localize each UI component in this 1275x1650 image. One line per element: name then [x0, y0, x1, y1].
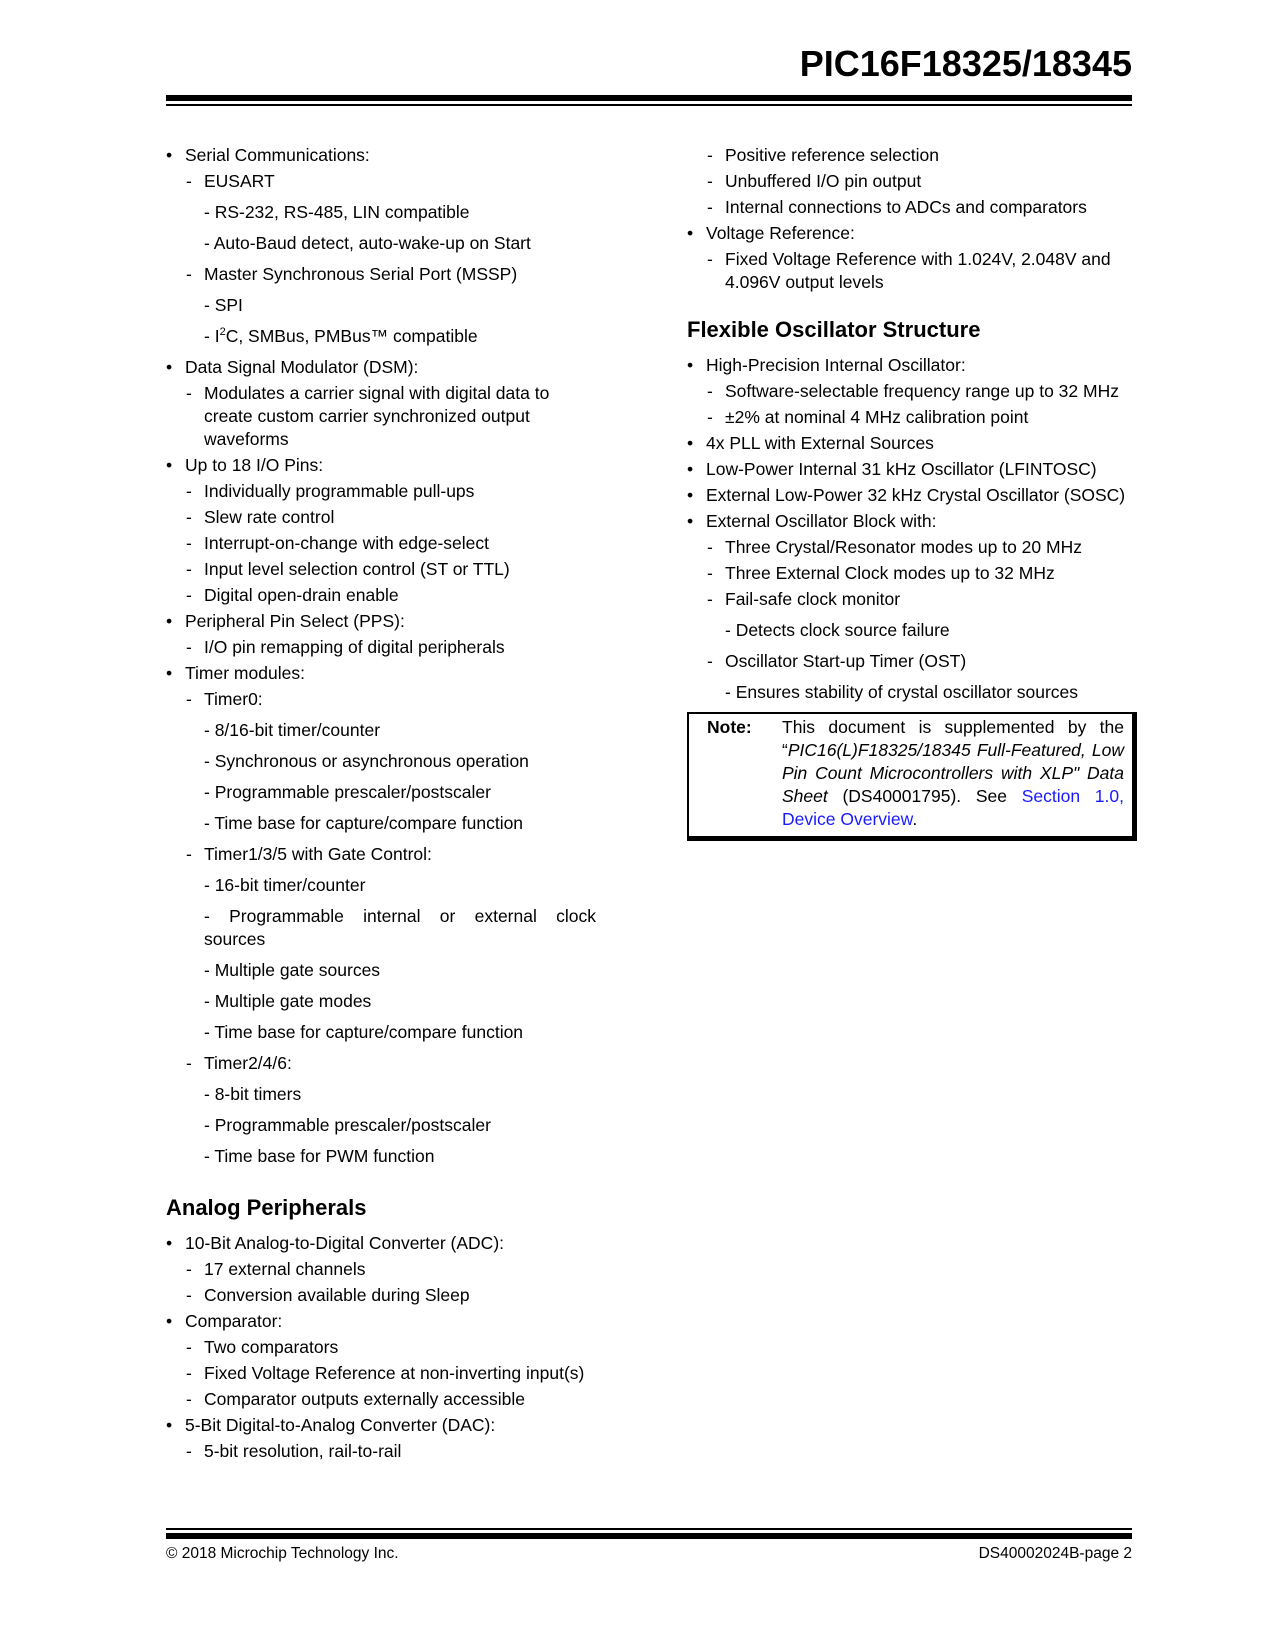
- subitem-text: EUSART: [204, 171, 275, 191]
- list-subsubitem: - 8-bit timers: [204, 1084, 302, 1104]
- list-subitem: - Input level selection control (ST or TTL): [166, 558, 596, 581]
- list-subsubitem: - 8/16-bit timer/counter: [204, 720, 381, 740]
- list-subitem: - Fixed Voltage Reference at non-inverting input(s): [166, 1362, 596, 1385]
- list-item-label: Up to 18 I/O Pins:: [185, 455, 324, 475]
- superscript: 2: [219, 326, 226, 338]
- feature-list-analog: [166, 1232, 596, 1463]
- list-item-sosc: • External Low-Power 32 kHz Crystal Oscillator (SOSC): [687, 484, 1132, 507]
- list-subsubitem: - Synchronous or asynchronous operation: [204, 751, 529, 771]
- list-subitem: - ±2% at nominal 4 MHz calibration point: [687, 406, 1132, 429]
- feature-list-oscillator: [687, 354, 1132, 704]
- note-box: [687, 712, 1137, 841]
- list-item-io-pins: [166, 454, 596, 607]
- list-item-hfintosc: [687, 354, 1132, 429]
- subitem-text: Timer0:: [204, 689, 263, 709]
- list-item-label: 10-Bit Analog-to-Digital Converter (ADC):: [185, 1233, 505, 1253]
- text-fragment: - I: [204, 326, 220, 346]
- list-subsubitem: - SPI: [204, 295, 243, 315]
- list-subsubitem: [166, 905, 596, 951]
- list-subitem: - Internal connections to ADCs and comparators: [687, 196, 1132, 219]
- list-item-dac: [166, 1414, 596, 1463]
- section-heading-oscillator: Flexible Oscillator Structure: [687, 317, 981, 342]
- list-item-label: Data Signal Modulator (DSM):: [185, 357, 419, 377]
- section-link[interactable]: Section 1.0, Device Overview: [782, 786, 1124, 829]
- list-subitem: - Conversion available during Sleep: [166, 1284, 596, 1307]
- list-subitem: - Three Crystal/Resonator modes up to 20 MHz: [687, 536, 1132, 559]
- list-subsubitem: - RS-232, RS-485, LIN compatible: [204, 202, 470, 222]
- subitem-text: Timer2/4/6:: [204, 1053, 292, 1073]
- list-item-adc: [166, 1232, 596, 1307]
- list-subitem: - 17 external channels: [166, 1258, 596, 1281]
- list-item-dsm: [166, 356, 596, 451]
- list-subitem: [166, 843, 596, 1044]
- note-text-fragment: This document is supplemented by the “: [782, 717, 1124, 760]
- subitem-text: Fail-safe clock monitor: [725, 589, 901, 609]
- list-subsubitem: - Time base for capture/compare function: [204, 1022, 524, 1042]
- list-subitem: - Modulates a carrier signal with digital data to create custom carrier synchronized output waveforms: [166, 382, 596, 451]
- text-line: - Programmable internal or external clock: [204, 906, 596, 926]
- footer-rule-thick: [166, 1533, 1132, 1539]
- list-item-serial: [166, 144, 596, 348]
- list-item-pps: [166, 610, 596, 659]
- list-subitem: - Individually programmable pull-ups: [166, 480, 596, 503]
- footer-rule-thin: [166, 1528, 1132, 1530]
- list-subsubitem: - Auto-Baud detect, auto-wake-up on Start: [204, 233, 531, 253]
- list-subsubitem: - Time base for PWM function: [204, 1146, 435, 1166]
- list-item-label: Comparator:: [185, 1311, 283, 1331]
- subitem-text: Oscillator Start-up Timer (OST): [725, 651, 967, 671]
- list-subitem: [166, 263, 596, 348]
- list-item-label: Timer modules:: [185, 663, 305, 683]
- footer-page-ref: DS40002024B-page 2: [978, 1545, 1132, 1562]
- list-subitem: [687, 650, 1132, 704]
- list-item-label: External Oscillator Block with:: [706, 511, 937, 531]
- list-item-vref: [687, 222, 1132, 294]
- list-subitem: - Positive reference selection: [687, 144, 1132, 167]
- subitem-text: Timer1/3/5 with Gate Control:: [204, 844, 432, 864]
- list-subitem: - Software-selectable frequency range up to 32 MHz: [687, 380, 1132, 403]
- list-subitem: [166, 688, 596, 835]
- list-subitem: [166, 1052, 596, 1168]
- list-subitem: [166, 170, 596, 255]
- list-item-timers: [166, 662, 596, 1168]
- list-subsubitem: - Detects clock source failure: [725, 620, 950, 640]
- feature-list-vref: [687, 222, 1132, 294]
- right-column: [687, 141, 1132, 841]
- list-subsubitem: - Programmable prescaler/postscaler: [204, 1115, 491, 1135]
- list-item-label: Voltage Reference:: [706, 223, 855, 243]
- text-line: sources: [204, 929, 266, 949]
- list-subsubitem: - Programmable prescaler/postscaler: [204, 782, 491, 802]
- list-subitem: - Two comparators: [166, 1336, 596, 1359]
- list-subitem: - Three External Clock modes up to 32 MHz: [687, 562, 1132, 585]
- left-column: [166, 141, 596, 1466]
- list-item-lfintosc: • Low-Power Internal 31 kHz Oscillator (LFINTOSC): [687, 458, 1132, 481]
- list-subitem: - Digital open-drain enable: [166, 584, 596, 607]
- list-item-label: High-Precision Internal Oscillator:: [706, 355, 966, 375]
- list-subsubitem: - Multiple gate sources: [204, 960, 381, 980]
- list-subitem: [687, 588, 1132, 642]
- header-rule-thin: [166, 104, 1132, 106]
- feature-list-right: [687, 144, 1132, 219]
- footer-copyright: © 2018 Microchip Technology Inc.: [166, 1545, 399, 1562]
- feature-list-left: [166, 144, 596, 1168]
- list-item-ext-osc: [687, 510, 1132, 704]
- list-subitem: - 5-bit resolution, rail-to-rail: [166, 1440, 596, 1463]
- note-text-fragment: .: [912, 809, 918, 829]
- subitem-text: Master Synchronous Serial Port (MSSP): [204, 264, 518, 284]
- header-rule-thick: [166, 95, 1132, 101]
- list-subsubitem: [166, 325, 596, 348]
- page-title: PIC16F18325/18345: [799, 43, 1132, 84]
- note-text-fragment: (DS40001795). See: [827, 786, 1022, 806]
- list-subitem: - Fixed Voltage Reference with 1.024V, 2.048V and 4.096V output levels: [687, 248, 1132, 294]
- note-label: Note:: [707, 717, 752, 737]
- note-text: [782, 716, 1124, 831]
- section-heading-analog: Analog Peripherals: [166, 1195, 367, 1220]
- list-subitem: - Slew rate control: [166, 506, 596, 529]
- list-subitem: - Unbuffered I/O pin output: [687, 170, 1132, 193]
- list-subitem: - I/O pin remapping of digital peripherals: [166, 636, 596, 659]
- list-item-comparator: [166, 1310, 596, 1411]
- text-fragment: C, SMBus, PMBus™ compatible: [225, 326, 478, 346]
- list-subitem: - Interrupt-on-change with edge-select: [166, 532, 596, 555]
- list-subsubitem: - Multiple gate modes: [204, 991, 372, 1011]
- list-item-pll: • 4x PLL with External Sources: [687, 432, 1132, 455]
- list-subitem: - Comparator outputs externally accessible: [166, 1388, 596, 1411]
- list-subsubitem: - Time base for capture/compare function: [204, 813, 524, 833]
- list-subsubitem: - 16-bit timer/counter: [204, 875, 366, 895]
- list-item-label: Peripheral Pin Select (PPS):: [185, 611, 405, 631]
- list-subsubitem: - Ensures stability of crystal oscillator sources: [725, 682, 1079, 702]
- note-doc-title: PIC16(L)F18325/18345 Full-Featured, Low Pin Count Microcontrollers with XLP" Data Sheet: [782, 740, 1124, 806]
- list-item-label: Serial Communications:: [185, 145, 370, 165]
- list-item-label: 5-Bit Digital-to-Analog Converter (DAC):: [185, 1415, 496, 1435]
